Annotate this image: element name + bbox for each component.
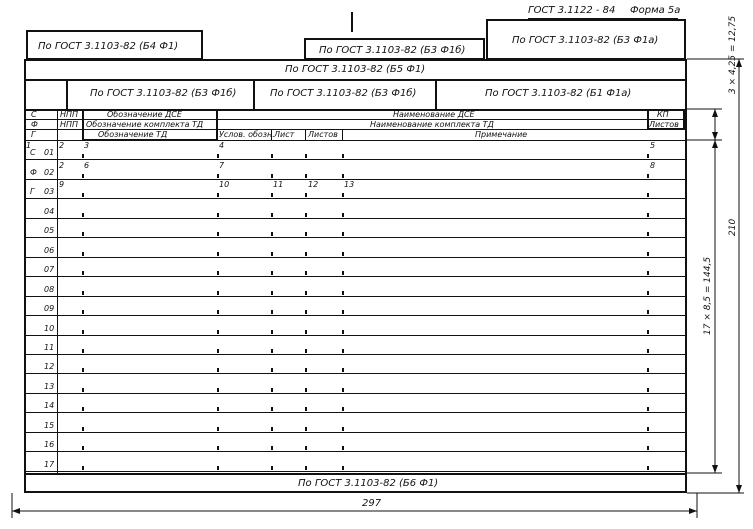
form-number: Форма 5а	[630, 5, 681, 16]
letter-f: Ф	[31, 120, 38, 129]
field-3: 3	[84, 141, 90, 150]
row-number: 08	[44, 285, 55, 294]
row-number: 03	[44, 187, 55, 196]
letter-g: Г	[31, 130, 36, 139]
field-12: 12	[308, 180, 319, 189]
note-label: Примечание	[475, 130, 528, 139]
row-number: 11	[44, 343, 55, 352]
field-10: 10	[219, 180, 230, 189]
row-prefix-r02: Ф	[30, 168, 37, 177]
sheets-f-label: Листов	[649, 120, 679, 129]
field-11: 11	[273, 180, 284, 189]
dim-body: 17 × 8,5 = 144,5	[703, 256, 713, 335]
row-number: 13	[44, 382, 55, 391]
field-8: 8	[650, 161, 656, 170]
row-number: 17	[44, 460, 55, 469]
field-2: 2	[59, 141, 65, 150]
npp-1: НПП	[60, 110, 79, 119]
row-number: 12	[44, 362, 55, 371]
row-number: 15	[44, 421, 55, 430]
field-1: 1	[26, 141, 32, 150]
row-number: 16	[44, 440, 55, 449]
field-4: 4	[219, 141, 225, 150]
row-number: 14	[44, 401, 55, 410]
kp-label: КП	[657, 110, 669, 119]
dse-designation: Обозначение ДСЕ	[107, 110, 182, 119]
td-designation: Обозначение ТД	[98, 130, 168, 139]
block-b3f16-label: По ГОСТ 3.1103-82 (Б3 Ф1б)	[90, 88, 237, 99]
dim-height: 210	[728, 218, 738, 236]
sheet-label: Лист	[274, 130, 295, 139]
dim-width: 297	[362, 498, 382, 509]
block-b4f1-label: По ГОСТ 3.1103-82 (Б4 Ф1)	[38, 41, 179, 52]
row-number: 04	[44, 207, 55, 216]
dse-name: Наименование ДСЕ	[393, 110, 475, 119]
standard-number: ГОСТ 3.1122 - 84	[528, 5, 616, 16]
row-number: 05	[44, 226, 55, 235]
field-9: 9	[59, 180, 65, 189]
block-b1f1a-label: По ГОСТ 3.1103-82 (Б1 Ф1а)	[485, 88, 632, 99]
field-5: 5	[650, 141, 656, 150]
row-number: 06	[44, 246, 55, 255]
row-number: 09	[44, 304, 55, 313]
field-13: 13	[344, 180, 355, 189]
field-6: 6	[84, 161, 90, 170]
row-prefix-r03: Г	[30, 187, 35, 196]
block-b5f1-label: По ГОСТ 3.1103-82 (Б5 Ф1)	[285, 64, 426, 75]
npp-2: НПП	[60, 120, 79, 129]
row-number: 02	[44, 168, 55, 177]
row-number: 01	[44, 148, 55, 157]
row-number: 10	[44, 324, 55, 333]
cond-desig-label: Услов. обозн.	[219, 130, 275, 139]
block-b3f1b-label: По ГОСТ 3.1103-82 (Б3 Ф1б)	[319, 45, 466, 56]
block-b3f1a-label: По ГОСТ 3.1103-82 (Б3 Ф1а)	[512, 35, 659, 46]
row-prefix-r01: С	[30, 148, 36, 157]
field-2b: 2	[59, 161, 65, 170]
block-b3f15-label: По ГОСТ 3.1103-82 (Б3 Ф1б)	[270, 88, 417, 99]
sheets-label: Листов	[308, 130, 338, 139]
dim-top: 3 × 4,25 = 12,75	[728, 15, 738, 94]
td-set-designation: Обозначение комплекта ТД	[86, 120, 204, 129]
row-number: 07	[44, 265, 55, 274]
letter-c: С	[31, 110, 37, 119]
block-b6f1-label: По ГОСТ 3.1103-82 (Б6 Ф1)	[298, 478, 439, 489]
field-7: 7	[219, 161, 225, 170]
td-set-name: Наименование комплекта ТД	[370, 120, 494, 129]
